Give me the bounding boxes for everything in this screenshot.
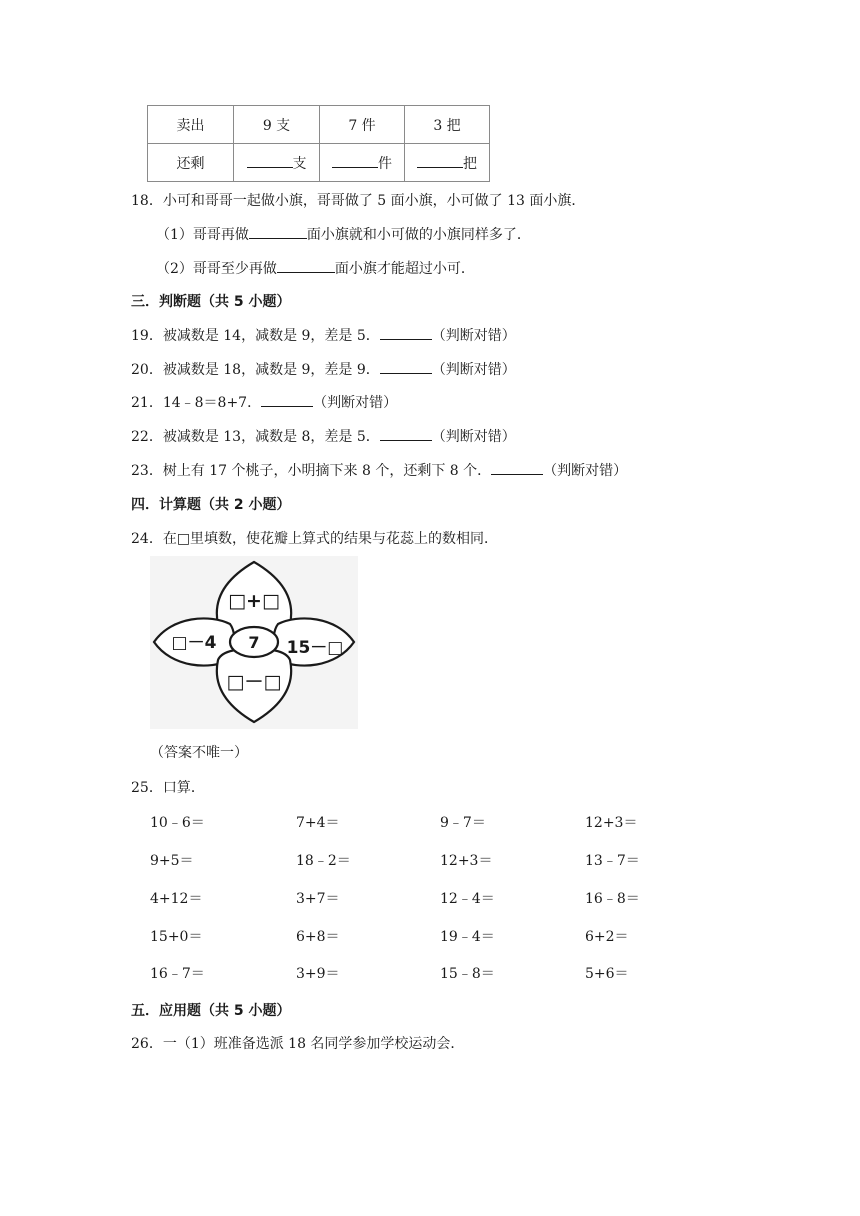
table-cell bbox=[234, 144, 320, 182]
unit-label: 把 bbox=[463, 155, 477, 172]
question-suffix: （判断对错） bbox=[543, 463, 628, 479]
flower-drawing bbox=[150, 556, 358, 729]
question-suffix: （判断对错） bbox=[431, 362, 516, 378]
calc-item: 9﹣7＝ bbox=[440, 815, 486, 831]
question-text: 21．14﹣8＝8+7． bbox=[131, 395, 262, 411]
question-26-stem: 26．一（1）班准备选派 18 名同学参加学校运动会． bbox=[131, 1036, 465, 1052]
calc-item: 15﹣8＝ bbox=[440, 966, 495, 982]
calc-item: 6+2＝ bbox=[585, 929, 629, 945]
section-3-heading: 三．判断题（共 5 小题） bbox=[131, 294, 291, 310]
top-expression: □+□ bbox=[228, 590, 280, 612]
question-suffix: （判断对错） bbox=[431, 429, 516, 445]
answer-blank[interactable] bbox=[332, 167, 378, 168]
question-18-part-1 bbox=[156, 224, 531, 244]
calc-item: 5+6＝ bbox=[585, 966, 629, 982]
question-suffix: （判断对错） bbox=[431, 328, 516, 344]
left-expression: □－4 bbox=[171, 633, 217, 653]
section-4-heading: 四．计算题（共 2 小题） bbox=[131, 497, 291, 513]
question-22 bbox=[131, 426, 516, 446]
question-20 bbox=[131, 359, 516, 379]
part-suffix: 面小旗就和小可做的小旗同样多了． bbox=[306, 227, 531, 243]
calc-item: 15+0＝ bbox=[150, 929, 203, 945]
calc-item: 10﹣6＝ bbox=[150, 815, 205, 831]
calc-item: 3+7＝ bbox=[296, 891, 340, 907]
part-prefix: （2）哥哥至少再做 bbox=[156, 261, 277, 277]
calc-item: 12+3＝ bbox=[440, 853, 493, 869]
calc-item: 9+5＝ bbox=[150, 853, 194, 869]
question-text: 22．被减数是 13，减数是 8，差是 5． bbox=[131, 429, 380, 445]
question-18-part-2 bbox=[156, 258, 475, 278]
table-cell: 7 件 bbox=[320, 106, 405, 144]
answer-note: （答案不唯一） bbox=[150, 745, 248, 761]
question-text: 23．树上有 17 个桃子，小明摘下来 8 个，还剩下 8 个． bbox=[131, 463, 492, 479]
table-cell: 9 支 bbox=[234, 106, 320, 144]
answer-blank[interactable] bbox=[491, 474, 543, 475]
calc-item: 3+9＝ bbox=[296, 966, 340, 982]
table-cell: 3 把 bbox=[405, 106, 490, 144]
table-cell bbox=[405, 144, 490, 182]
answer-blank[interactable] bbox=[417, 167, 463, 168]
question-21 bbox=[131, 392, 397, 412]
answer-blank[interactable] bbox=[380, 440, 432, 441]
table-cell bbox=[320, 144, 405, 182]
unit-label: 支 bbox=[292, 155, 307, 172]
table-row bbox=[148, 106, 490, 144]
question-24-stem: 24．在□里填数，使花瓣上算式的结果与花蕊上的数相同． bbox=[131, 531, 499, 547]
section-5-heading: 五．应用题（共 5 小题） bbox=[131, 1003, 291, 1019]
answer-blank[interactable] bbox=[249, 238, 307, 239]
table-cell: 还剩 bbox=[148, 144, 234, 182]
answer-blank[interactable] bbox=[380, 339, 432, 340]
calc-item: 18﹣2＝ bbox=[296, 853, 351, 869]
question-suffix: （判断对错） bbox=[313, 395, 398, 411]
bottom-expression: □－□ bbox=[226, 671, 282, 693]
part-prefix: （1）哥哥再做 bbox=[156, 227, 249, 243]
question-text: 19．被减数是 14，减数是 9，差是 5． bbox=[131, 328, 380, 344]
calc-item: 19﹣4＝ bbox=[440, 929, 495, 945]
answer-blank[interactable] bbox=[261, 406, 313, 407]
unit-label: 件 bbox=[378, 155, 392, 172]
calc-item: 4+12＝ bbox=[150, 891, 203, 907]
right-expression: 15－□ bbox=[286, 638, 344, 658]
answer-blank[interactable] bbox=[277, 272, 335, 273]
answer-blank[interactable] bbox=[380, 373, 432, 374]
question-text: 20．被减数是 18，减数是 9，差是 9． bbox=[131, 362, 380, 378]
calc-item: 16﹣7＝ bbox=[150, 966, 205, 982]
table-row bbox=[148, 144, 490, 182]
part-suffix: 面小旗才能超过小可． bbox=[334, 261, 475, 277]
center-number: 7 bbox=[248, 633, 260, 652]
question-19 bbox=[131, 325, 516, 345]
sales-table bbox=[147, 105, 490, 182]
question-23 bbox=[131, 460, 627, 480]
question-18-stem: 18．小可和哥哥一起做小旗，哥哥做了 5 面小旗，小可做了 13 面小旗． bbox=[131, 193, 586, 209]
calc-item: 16﹣8＝ bbox=[585, 891, 640, 907]
flower-figure bbox=[150, 556, 358, 729]
calc-item: 7+4＝ bbox=[296, 815, 340, 831]
answer-blank[interactable] bbox=[247, 167, 293, 168]
calc-item: 13﹣7＝ bbox=[585, 853, 640, 869]
calc-item: 12+3＝ bbox=[585, 815, 638, 831]
calc-item: 6+8＝ bbox=[296, 929, 340, 945]
question-25-stem: 25．口算． bbox=[131, 780, 205, 796]
calc-item: 12﹣4＝ bbox=[440, 891, 495, 907]
table-cell: 卖出 bbox=[148, 106, 234, 144]
